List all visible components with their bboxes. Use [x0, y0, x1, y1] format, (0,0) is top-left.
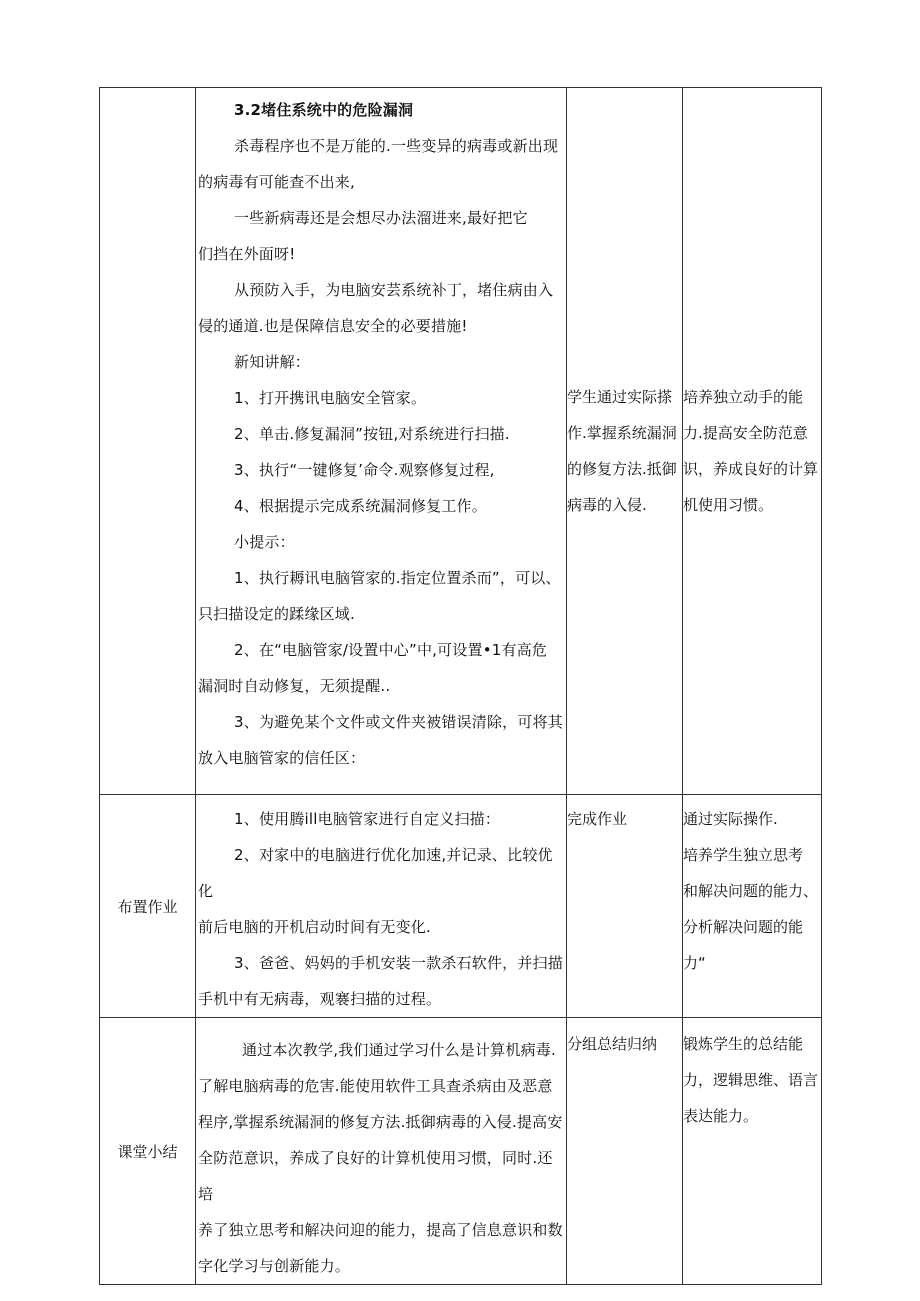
design-purpose-cell: [683, 1018, 822, 1285]
homework-item: 2、对家中的电脑进行优化加速,并记录、比较优化: [198, 846, 553, 900]
teaching-content-cell: [196, 795, 567, 1018]
content-line: 放入电脑管家的信任区：: [198, 749, 366, 767]
summary-line: 养了独立思考和解决问迎的能力，提高了信息意识和数: [198, 1221, 563, 1239]
content-line: 侵的通道.也是保障信息安全的必要措施!: [198, 317, 468, 335]
student-activity-cell: [567, 88, 683, 795]
content-line: 杀毒程序也不是万能的.一些变异的病毒或新出现: [234, 137, 559, 155]
summary-line: 程序,掌握系统漏洞的修复方法.抵御病毒的入侵.提高安: [198, 1113, 563, 1131]
tip-item: 1、执行耨讯电脑管家的.指定位置杀而”，可以、: [234, 569, 561, 587]
student-line: 学生通过实际搽: [567, 388, 673, 406]
purpose-line: 培养独立动手的能: [683, 388, 804, 406]
purpose-line: 表达能力。: [683, 1107, 759, 1125]
table-row: [100, 88, 822, 795]
lesson-plan-table: [99, 87, 822, 1285]
step-item: 1、打开携讯电脑安全管家。: [234, 389, 427, 407]
student-activity-cell: [567, 1018, 683, 1285]
purpose-line: 机使用习惯。: [683, 496, 774, 514]
summary-line: 全防范意识，养成了良好的计算机使用习惯，同时.还培: [198, 1149, 553, 1203]
purpose-line: 通过实际操作.: [683, 810, 778, 828]
purpose-line: 识，养成良好的计算: [683, 460, 819, 478]
content-line: 前后电脑的开机启动时间有无变化.: [198, 918, 431, 936]
stage-label-cell: [100, 88, 196, 795]
step-item: 2、单击.修复漏洞”按钮,对系统进行扫描.: [234, 425, 510, 443]
stage-label-homework: 布置作业: [100, 795, 196, 1018]
step-item: 4、根据提示完成系统漏洞修复工作。: [234, 497, 487, 515]
section-heading: 3.2堵住系统中的危险漏洞: [234, 101, 414, 119]
purpose-line: 分析解决问题的能: [683, 918, 804, 936]
stage-label-summary: 课堂小结: [100, 1018, 196, 1285]
homework-item: 1、使用腾ill电脑管家进行自定义扫描：: [234, 810, 501, 828]
design-purpose-cell: [683, 88, 822, 795]
purpose-line: 培养学生独立思考: [683, 846, 804, 864]
student-line: 的修复方法.抵御: [567, 460, 677, 478]
purpose-line: 力.提高安全防范意: [683, 424, 808, 442]
teaching-content-cell: [196, 88, 567, 795]
teaching-content-cell: [196, 1018, 567, 1285]
student-line: 病毒的入侵.: [567, 496, 647, 514]
student-activity-cell: [567, 795, 683, 1018]
table-row: [100, 795, 822, 1018]
purpose-line: 力，逻辑思维、语言: [683, 1071, 819, 1089]
summary-line: 通过本次教学,我们通过学习什么是计算机病毒.: [242, 1041, 556, 1059]
content-line: 小提示：: [234, 533, 295, 551]
content-line: 的病毒有可能查不出来,: [198, 173, 355, 191]
step-item: 3、执行“一键修复’命令.观察修复过程,: [234, 461, 495, 479]
content-line: 从预防入手，为电脑安芸系统补丁，堵住病由入: [234, 281, 554, 299]
content-line: 手机中有无病毒，观褰扫描的过程。: [198, 990, 442, 1008]
content-line: 一些新病毒还是会想尽办法溜进来,最好把它: [234, 209, 528, 227]
homework-item: 3、爸爸、妈妈的手机安装一款杀石软件，并扫描: [234, 954, 563, 972]
purpose-line: 力“: [683, 954, 706, 972]
purpose-line: 锻炼学生的总结能: [683, 1035, 804, 1053]
tip-item: 3、为避免某个文件或文件夹被错误清除，可将其: [234, 713, 563, 731]
summary-line: 了解电脑病毒的危害.能使用软件工具查杀病由及恶意: [198, 1077, 553, 1095]
content-line: 漏洞时自动修复，无须提醒..: [198, 677, 391, 695]
summary-line: 字化学习与创新能力。: [198, 1257, 351, 1275]
student-line: 分组总结归纳: [567, 1035, 658, 1053]
tip-item: 2、在“电脑管家/设置中心”中,可设置•1有高危: [234, 641, 548, 659]
content-line: 新知讲解：: [234, 353, 311, 371]
table-row: [100, 1018, 822, 1285]
purpose-line: 和解决问题的能力、: [683, 882, 819, 900]
student-line: 完成作业: [567, 810, 628, 828]
design-purpose-cell: [683, 795, 822, 1018]
content-line: 们挡在外面呀!: [198, 245, 296, 263]
student-line: 作.掌握系统漏洞: [567, 424, 677, 442]
content-line: 只扫描设定的蹂缘区域.: [198, 605, 355, 623]
